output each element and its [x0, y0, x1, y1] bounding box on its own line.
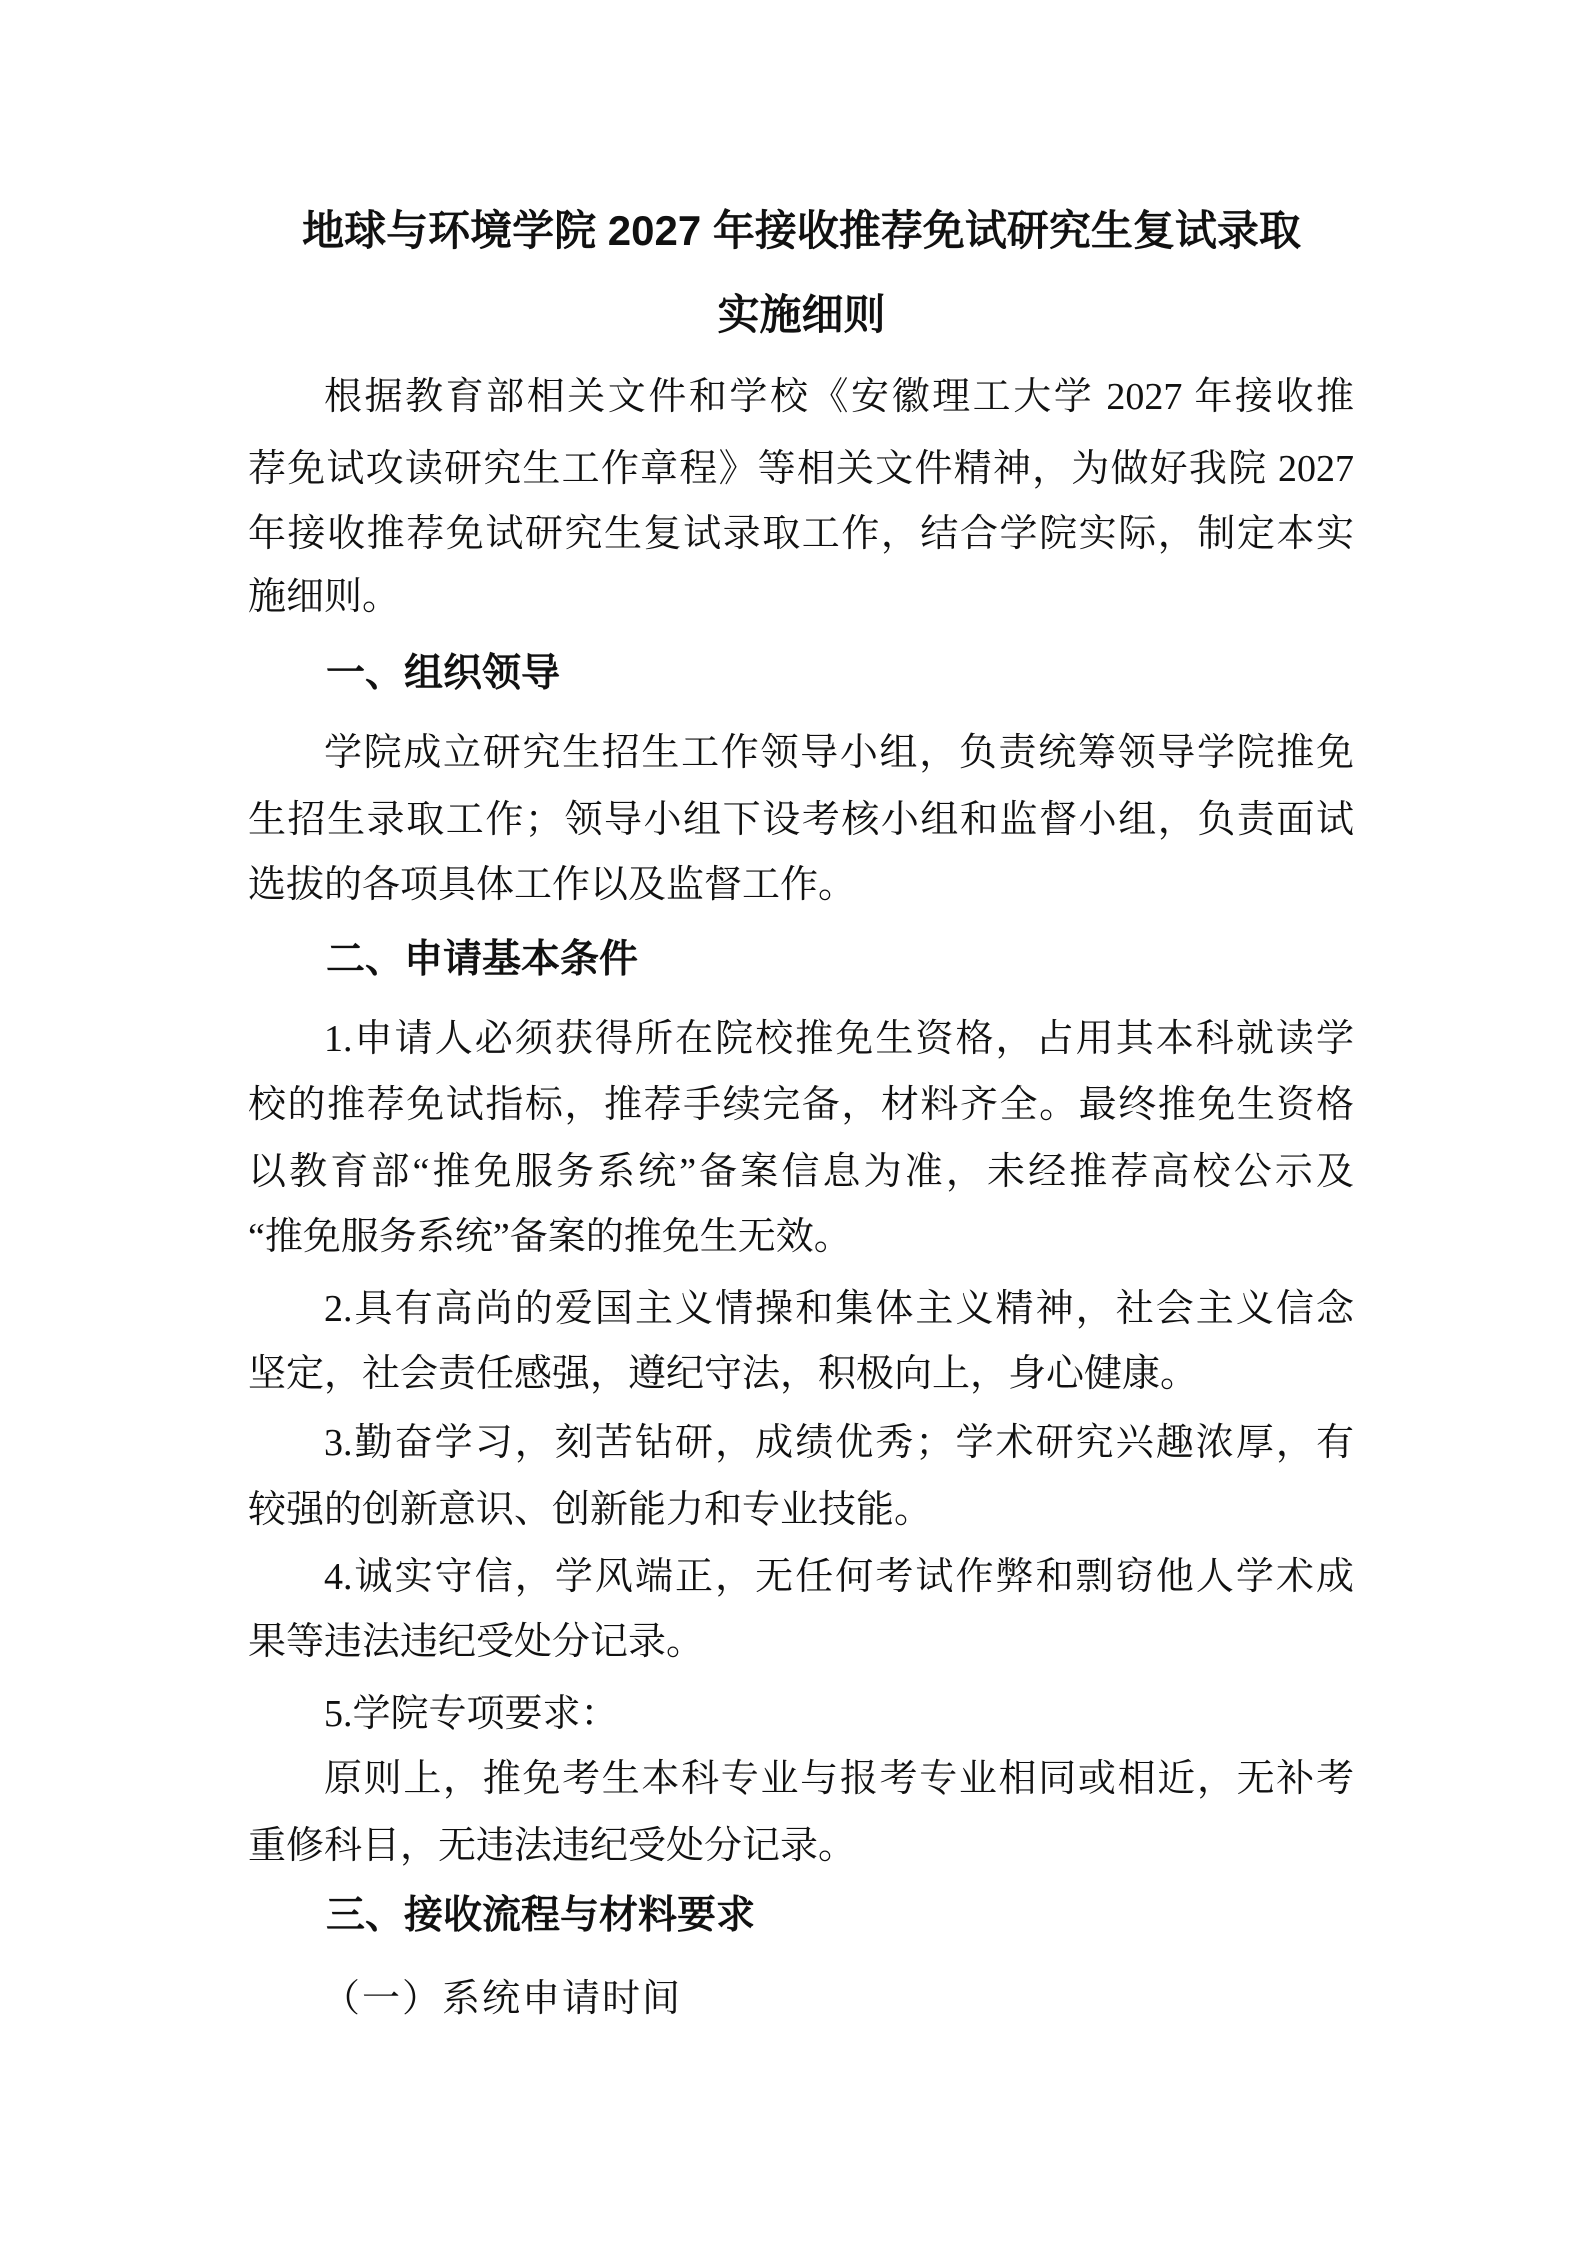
body-line: 校的推荐免试指标，推荐手续完备，材料齐全。最终推免生资格: [248, 1084, 1354, 1126]
section-heading: 三、接收流程与材料要求: [326, 1894, 756, 1937]
body-line: 原则上，推免考生本科专业与报考专业相同或相近，无补考: [324, 1758, 1354, 1800]
body-line: “推免服务系统”备案的推免生无效。: [248, 1216, 852, 1258]
document-title-line-2: 实施细则: [717, 291, 886, 338]
body-line: 年接收推荐免试研究生复试录取工作，结合学院实际，制定本实: [248, 513, 1354, 555]
body-line: 较强的创新意识、创新能力和专业技能。: [248, 1489, 933, 1531]
body-line: 学院成立研究生招生工作领导小组，负责统筹领导学院推免: [324, 732, 1354, 774]
subsection-heading: （一）系统申请时间: [322, 1978, 683, 2020]
body-line: 以教育部“推免服务系统”备案信息为准，未经推荐高校公示及: [248, 1151, 1354, 1193]
body-line: 1.申请人必须获得所在院校推免生资格，占用其本科就读学: [324, 1018, 1354, 1060]
body-line: 3.勤奋学习，刻苦钻研，成绩优秀；学术研究兴趣浓厚，有: [324, 1422, 1354, 1464]
body-line: 生招生录取工作；领导小组下设考核小组和监督小组，负责面试: [248, 799, 1354, 841]
body-line: 荐免试攻读研究生工作章程》等相关文件精神，为做好我院 2027: [248, 448, 1354, 490]
body-line: 施细则。: [248, 576, 401, 618]
body-line: 坚定，社会责任感强，遵纪守法，积极向上，身心健康。: [248, 1353, 1199, 1395]
body-line: 选拔的各项具体工作以及监督工作。: [248, 864, 857, 906]
document-title-line-1: 地球与环境学院 2027 年接收推荐免试研究生复试录取: [302, 207, 1301, 254]
body-line: 果等违法违纪受处分记录。: [248, 1621, 705, 1663]
body-line: 2.具有高尚的爱国主义情操和集体主义精神，社会主义信念: [324, 1288, 1354, 1330]
body-line: 重修科目，无违法违纪受处分记录。: [248, 1825, 857, 1867]
body-line: 5.学院专项要求：: [324, 1693, 619, 1735]
section-heading: 二、申请基本条件: [326, 938, 639, 981]
body-line: 4.诚实守信，学风端正，无任何考试作弊和剽窃他人学术成: [324, 1556, 1354, 1598]
section-heading: 一、组织领导: [326, 652, 561, 695]
body-line: 根据教育部相关文件和学校《安徽理工大学 2027 年接收推: [324, 376, 1354, 418]
